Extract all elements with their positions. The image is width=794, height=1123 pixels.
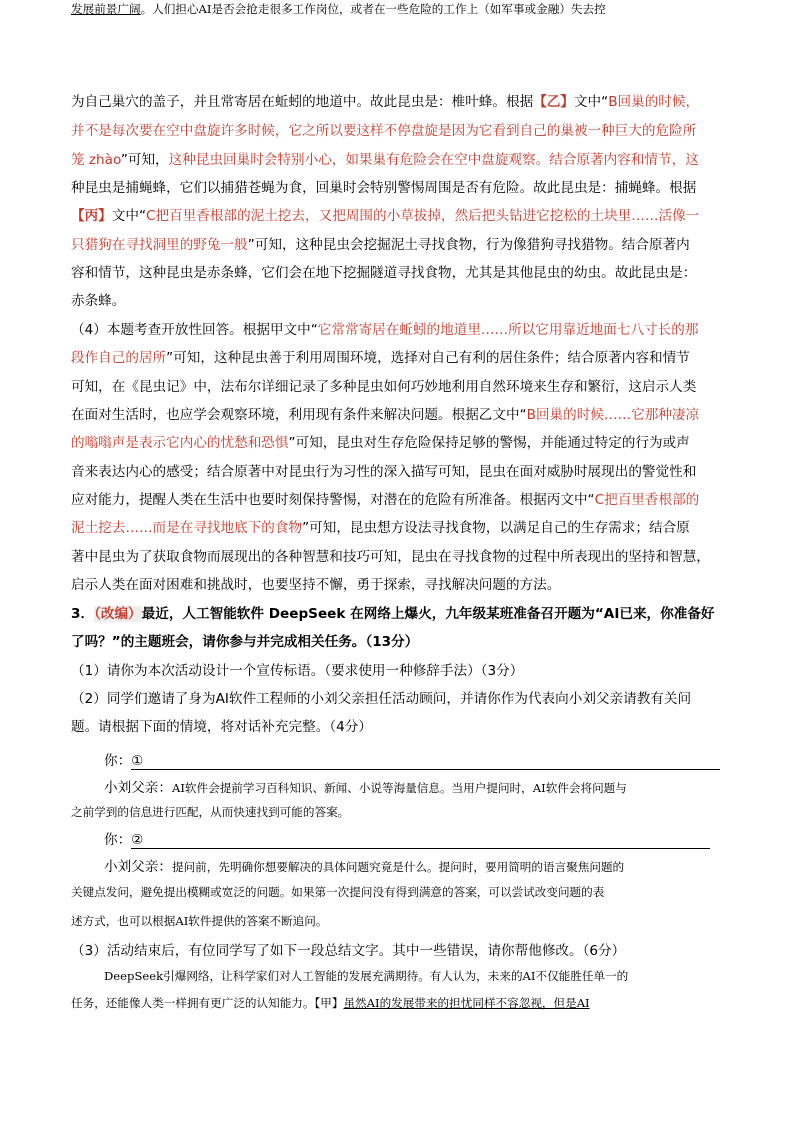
answer-blank-line — [131, 769, 720, 770]
text-line — [104, 858, 624, 876]
text-run: C把百里香根部的泥土挖去，又把周围的小草拔掉，然后把头钻进它挖松的土块里……活像一 — [146, 208, 700, 224]
text-line — [104, 752, 143, 770]
text-run: 【乙】 — [533, 94, 574, 110]
text-line — [71, 264, 696, 282]
text-run: ”可知，昆虫对生存危险保持足够的警惕，并能通过特定的行为或声 — [288, 435, 690, 451]
text-run: 著中昆虫为了获取食物而展现出的各种智慧和技巧可知，昆虫在寻找食物的过程中所表现出的坚持和智慧， — [71, 549, 710, 565]
text-line — [71, 378, 696, 396]
text-run: 关键点发问，避免提出模糊或宽泛的问题。如果第一次提问没有得到满意的答案，可以尝试改变问题的表 — [71, 885, 605, 899]
text-run: C把百里香根部的 — [594, 492, 700, 508]
text-line — [71, 151, 699, 169]
text-run: 为自己巢穴的盖子，并且常寄居在蚯蚓的地道中。故此昆虫是：椎叶蜂。根据 — [71, 94, 534, 110]
text-line — [71, 912, 327, 930]
text-line — [71, 803, 349, 821]
text-run: （3）活动结束后，有位同学写了如下一段总结文字。其中一些错误，请你帮他修改。（6分） — [71, 943, 626, 959]
text-line — [71, 463, 696, 481]
text-run: 虽然AI的发展带来的担忧同样不容忽视，但是AI — [343, 996, 590, 1010]
text-line — [71, 236, 690, 254]
text-run: 了吗？”的主题班会，请你参与并完成相关任务。（13分） — [71, 634, 419, 650]
text-line — [71, 519, 690, 537]
text-run: AI软件会提前学习百科知识、新闻、小说等海量信息。当用户提问时，AI软件会将问题与 — [171, 781, 627, 795]
text-line — [71, 994, 590, 1012]
text-line — [71, 122, 696, 140]
text-run: 只猎狗在寻找洞里的野兔一般 — [71, 237, 248, 253]
text-run: 赤条蜂。 — [71, 293, 126, 309]
text-run: 种昆虫是捕蝇蜂，它们以捕猎苍蝇为食，回巢时会特别警惕周围是否有危险。故此昆虫是：捕蝇蜂。根据 — [71, 180, 697, 196]
text-run: 笼 zhào — [71, 152, 121, 168]
answer-blank-line — [131, 848, 710, 849]
text-run: （4）本题考查开放性回答。根据甲文中“ — [71, 322, 318, 338]
text-run: 可知，在《昆虫记》中，法布尔详细记录了多种昆虫如何巧妙地利用自然环境来生存和繁衍，这启示人类 — [71, 379, 697, 395]
text-run: ”可知，这种昆虫会挖掘泥土寻找食物，行为像猎狗寻找猎物。结合原著内 — [247, 237, 690, 253]
text-run: 述方式，也可以根据AI软件提供的答案不断追问。 — [71, 914, 328, 928]
text-line — [71, 576, 560, 594]
text-line — [71, 491, 699, 509]
text-run: 启示人类在面对困难和挑战时，也要坚持不懈，勇于探索，寻找解决问题的方法。 — [71, 577, 561, 593]
text-run: 容和情节，这种昆虫是赤条蜂，它们会在地下挖掘隧道寻找食物，尤其是其他昆虫的幼虫。故此昆虫是： — [71, 265, 697, 281]
text-line — [71, 942, 625, 960]
text-run: 它常常寄居在蚯蚓的地道里……所以它用靠近地面七八寸长的那 — [317, 322, 699, 338]
text-run: 的嗡嗡声是表示它内心的忧愁和恐惧 — [71, 435, 289, 451]
text-run: 任务，还能像人类一样拥有更广泛的认知能力。【甲】 — [71, 996, 344, 1010]
text-run: （2）同学们邀请了身为AI软件工程师的小刘父亲担任活动顾问，并请你作为代表向小刘父亲请教有关问 — [71, 691, 692, 707]
text-run: ”可知，昆虫想方设法寻找食物，以满足自己的生存需求；结合原 — [302, 520, 690, 536]
text-line — [71, 633, 418, 651]
text-line — [71, 434, 690, 452]
text-line — [104, 779, 627, 797]
text-line — [71, 548, 710, 566]
text-run: 提问前，先明确你想要解决的具体问题究竟是什么。提问时，要用简明的语言聚焦问题的 — [171, 860, 625, 874]
text-run: 题。请根据下面的情境，将对话补充完整。（4分） — [71, 719, 372, 735]
text-run: 应对能力，提醒人类在生活中也要时刻保持警惕，对潜在的危险有所准备。根据丙文中“ — [71, 492, 595, 508]
text-run: ”可知， — [120, 152, 169, 168]
text-line — [71, 718, 372, 736]
text-run: （改编） — [94, 606, 142, 622]
text-line — [71, 179, 696, 197]
text-line — [71, 207, 699, 225]
text-line — [71, 321, 698, 339]
text-run: （1）请你为本次活动设计一个宣传标语。（要求使用一种修辞手法）（3分） — [71, 663, 524, 679]
text-line — [71, 349, 690, 367]
text-run: 文中“ — [111, 208, 147, 224]
text-run: 最近，人工智能软件 DeepSeek 在网络上爆火，九年级某班准备召开题为“AI已来，你准备好 — [141, 606, 715, 622]
text-run: 段作自己的居所 — [71, 350, 167, 366]
text-run: 你：② — [104, 832, 144, 848]
text-run: 【丙】 — [71, 208, 112, 224]
text-run: 音来表达内心的感受；结合原著中对昆虫行为习性的深入描写可知，昆虫在面对威胁时展现出的警觉性和 — [71, 464, 697, 480]
text-run: B回巢的时候， — [608, 94, 700, 110]
text-line — [104, 831, 143, 849]
text-line — [71, 0, 606, 18]
text-run: 你：① — [104, 753, 144, 769]
text-run: 在面对生活时，也应学会观察环境，利用现有条件来解决问题。根据乙文中“ — [71, 407, 527, 423]
text-line — [104, 967, 628, 985]
text-run: 小刘父亲： — [104, 859, 172, 875]
text-run: 小刘父亲： — [104, 780, 172, 796]
text-run: 发展前景广阔 — [71, 2, 141, 16]
text-line — [71, 605, 715, 623]
text-line — [71, 406, 699, 424]
text-run: 泥土挖去……而是在寻找地底下的食物 — [71, 520, 303, 536]
text-run: 3． — [71, 606, 95, 622]
text-line — [71, 292, 125, 310]
text-line — [71, 662, 523, 680]
text-run: 之前学到的信息进行匹配，从而快速找到可能的答案。 — [71, 805, 350, 819]
text-line — [71, 93, 699, 111]
text-line — [71, 690, 691, 708]
text-run: B回巢的时候……它那种凄凉 — [526, 407, 700, 423]
text-run: 。人们担心AI是否会抢走很多工作岗位，或者在一些危险的工作上（如军事或金融）失去控 — [140, 2, 606, 16]
text-run: ”可知，这种昆虫善于利用周围环境，选择对自己有利的居住条件；结合原著内容和情节 — [166, 350, 690, 366]
text-run: 这种昆虫回巢时会特别小心，如果巢有危险会在空中盘旋观察。结合原著内容和情节，这 — [168, 152, 699, 168]
text-run: 文中“ — [573, 94, 609, 110]
text-line — [71, 883, 604, 901]
text-run: 并不是每次要在空中盘旋许多时候，它之所以要这样不停盘旋是因为它看到自己的巢被一种巨大的危险所 — [71, 123, 697, 139]
text-run: DeepSeek引爆网络，让科学家们对人工智能的发展充满期待。有人认为，未来的AI不仅能胜任单一的 — [104, 969, 629, 983]
